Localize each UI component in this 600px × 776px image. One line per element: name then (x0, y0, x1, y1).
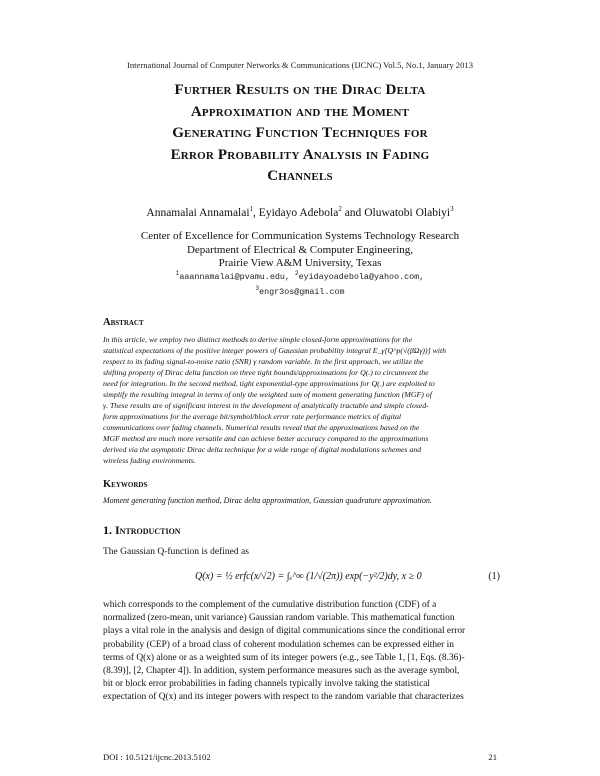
email-sup: 2 (294, 270, 299, 277)
introduction-heading: 1. Introduction (103, 523, 181, 537)
abstract-line: statistical expectations of the positive integer powers of Gaussian probability integral E_γ[Q^p(√(βΩγ))] with (103, 346, 447, 355)
keywords-text: Moment generating function method, Dirac delta approximation, Gaussian quadrature approximation. (103, 496, 432, 505)
abstract-line: communications over fading channels. Numerical results reveal that the approximations based on the (103, 423, 420, 432)
abstract-line: form approximations for the average bit/symbol/block error rate performance metrics of digital (103, 412, 402, 421)
abstract-line: shifting property of Dirac delta function on three tight bounds/approximations for Q(.) to circumvent the (103, 368, 429, 377)
body-line: which corresponds to the complement of the cumulative distribution function (CDF) of a (103, 600, 437, 610)
keywords-heading: Keywords (103, 479, 148, 490)
author-separator: , (253, 207, 259, 219)
body-line: expectation of Q(x) and its integer powers with respect to the random variable that characterizes (103, 692, 464, 703)
author-name: Annamalai Annamalai (146, 207, 250, 219)
affiliation-line: Prairie View A&M University, Texas (218, 257, 382, 269)
equation-1 (195, 566, 500, 596)
author-list (0, 205, 600, 219)
body-line: probability (CEP) of a broad class of coherent modulation schemes can be expressed either in (103, 639, 454, 650)
abstract-line: respect to its fading signal-to-noise ratio (SNR) γ random variable. In the first approach, we utilize the (103, 357, 424, 366)
affiliation-line: Department of Electrical & Computer Engineering, (186, 243, 414, 256)
email-link[interactable]: eyidayoadebola@yahoo.com, (298, 272, 425, 282)
equation-number: (1) (488, 571, 500, 582)
author-separator: and (341, 207, 365, 219)
abstract-heading: Abstract (103, 317, 144, 328)
email-sup: 1 (175, 270, 180, 277)
email-line (0, 283, 600, 298)
email-sup: 3 (255, 285, 260, 292)
abstract-line: MGF method are much more versatile and can achieve better accuracy compared to the approximations (103, 434, 429, 443)
title-line: Further Results on the Dirac Delta (174, 82, 426, 98)
intro-paragraph: The Gaussian Q-function is defined as (103, 547, 249, 557)
title-line: Error Probability Analysis in Fading (170, 146, 430, 163)
abstract-line: wireless fading environments. (103, 456, 196, 465)
body-line: normalized (zero-mean, unit variance) Gaussian random variable. This mathematical function (103, 613, 455, 624)
email-block (0, 268, 600, 298)
abstract-line: need for integration. In the second method, tight exponential-type approximations for Q(.) are exploited to (103, 379, 435, 388)
author-sup: 1 (249, 205, 254, 213)
affiliation (0, 230, 600, 271)
body-line: (8.39)], [2, Chapter 4]). In addition, system performance measures such as the average symbol, (103, 666, 460, 677)
author-name: Oluwatobi Olabiyi (364, 207, 451, 219)
email-line (0, 268, 600, 283)
title-line: Channels (267, 168, 333, 184)
body-line: terms of Q(x) alone or as a weighted sum of its integer powers (e.g., see Table 1, [1, Eqs. (8.36)- (103, 652, 465, 663)
email-link[interactable]: aaannamalai@pvamu.edu, (179, 272, 290, 282)
author-sup: 3 (450, 205, 454, 213)
body-line: bit or block error probabilities in fading channels typically involve taking the statistical (103, 679, 430, 690)
page-number: 21 (488, 752, 497, 762)
doi-footer: DOI : 10.5121/ijcnc.2013.5102 (103, 752, 211, 762)
email-link[interactable]: engr3os@gmail.com (259, 287, 345, 297)
running-header: International Journal of Computer Networks & Communications (IJCNC) Vol.5, No.1, January 2013 (126, 60, 473, 70)
paper-title (90, 80, 510, 188)
body-paragraph (103, 599, 497, 705)
equation-body: Q(x) = ½ erfc(x/√2) = ∫ₓ^∞ (1/√(2π)) exp(−y²/2)dy, x ≥ 0 (195, 571, 422, 582)
affiliation-line: Center of Excellence for Communication Systems Technology Research (140, 230, 460, 242)
abstract-line: In this article, we employ two distinct methods to derive simple closed-form approximations for the (103, 335, 413, 344)
title-line: Approximation and the Moment (190, 103, 410, 120)
author-sup: 2 (338, 205, 342, 213)
abstract-text (103, 334, 497, 466)
title-line: Generating Function Techniques for (172, 125, 428, 141)
author-name: Eyidayo Adebola (258, 207, 339, 219)
abstract-line: simplify the resulting integral in terms of only the weighted sum of moment generating function (MGF) of (103, 390, 432, 399)
abstract-line: derived via the asymptotic Dirac delta technique for a wide range of digital modulations schemes and (103, 445, 422, 454)
abstract-line: γ. These results are of significant interest in the development of analytically tractable and simple closed- (103, 401, 429, 410)
body-line: plays a vital role in the analysis and design of digital communications since the conditional error (103, 626, 466, 637)
